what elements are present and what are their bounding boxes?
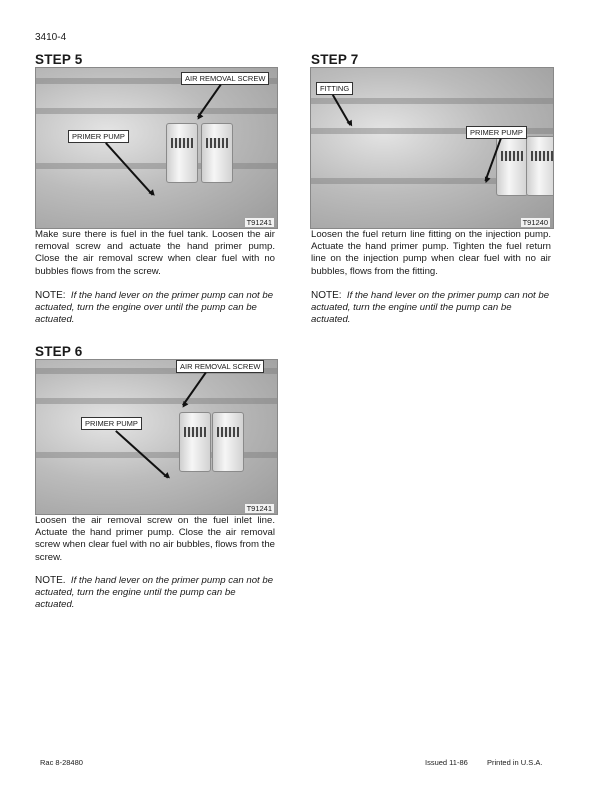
step-5-text: Make sure there is fuel in the fuel tank. Loosen the air removal screw and actuate the hand primer pump. Close the air removal screw when clear fuel with no bubbles flows from the screw.	[35, 229, 275, 277]
step-5-heading: STEP 5	[35, 52, 83, 67]
footer-issued: Issued 11-86	[425, 758, 468, 767]
step-5-photo	[35, 67, 278, 229]
callout-primer-pump: PRIMER PUMP	[68, 130, 129, 143]
step-6-heading: STEP 6	[35, 344, 83, 359]
step-7-photo	[310, 67, 554, 229]
callout-air-removal-screw: AIR REMOVAL SCREW	[181, 72, 269, 85]
step-6-note	[35, 575, 275, 612]
figure-id: T91241	[246, 504, 272, 513]
note-text: If the hand lever on the primer pump can not be actuated, turn the engine until the pump can be actuated.	[35, 575, 274, 611]
callout-primer-pump: PRIMER PUMP	[81, 417, 142, 430]
callout-air-removal-screw: AIR REMOVAL SCREW	[176, 360, 264, 373]
note-text: If the hand lever on the primer pump can not be actuated, turn the engine over until the pump can be actuated.	[35, 290, 274, 326]
note-text: If the hand lever on the primer pump can not be actuated, turn the engine until the pump can be actuated.	[311, 290, 550, 326]
step-6-text: Loosen the air removal screw on the fuel inlet line. Actuate the hand primer pump. Close the air removal screw when clear fuel with no air bubbles, flows from the screw.	[35, 515, 275, 563]
page-number: 3410-4	[35, 32, 67, 43]
footer-doc-number: Rac 8-28480	[40, 758, 83, 767]
callout-fitting: FITTING	[316, 82, 353, 95]
step-7-note	[311, 290, 551, 327]
note-label: NOTE:	[35, 290, 66, 301]
note-label: NOTE.	[35, 575, 66, 586]
figure-id: T91241	[246, 218, 272, 227]
footer-printed: Printed in U.S.A.	[487, 758, 543, 767]
step-7-text: Loosen the fuel return line fitting on the injection pump. Actuate the hand primer pump. Tighten the fuel return line on the injection pump when clear fuel with no air bubbles, flows from the fitting.	[311, 229, 551, 277]
step-5-note	[35, 290, 275, 327]
step-6-photo	[35, 359, 278, 515]
note-label: NOTE:	[311, 290, 342, 301]
callout-primer-pump: PRIMER PUMP	[466, 126, 527, 139]
figure-id: T91240	[522, 218, 548, 227]
step-7-heading: STEP 7	[311, 52, 359, 67]
